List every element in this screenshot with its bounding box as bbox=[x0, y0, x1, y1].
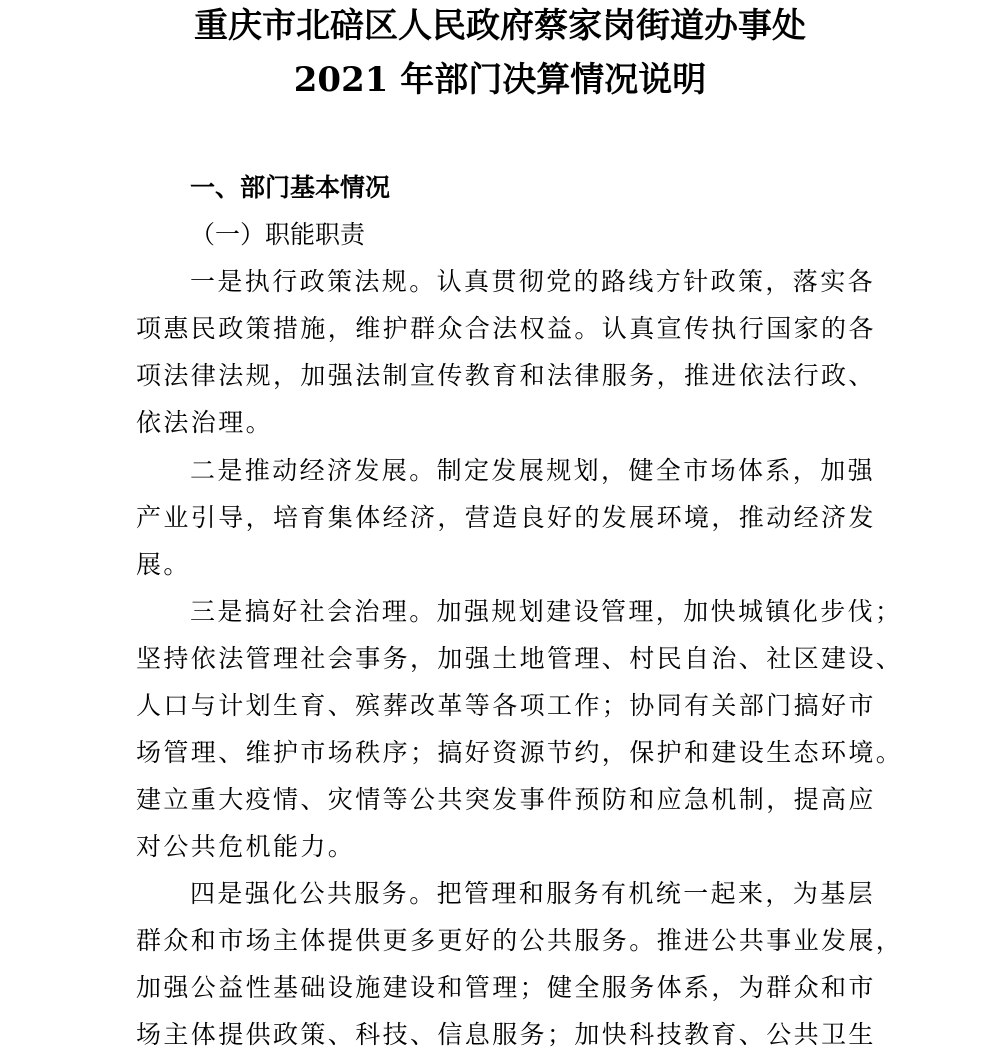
paragraph-line: 产业引导，培育集体经济，营造良好的发展环境，推动经济发 bbox=[136, 503, 876, 532]
paragraph-3 bbox=[136, 588, 904, 870]
subsection-heading: （一）职能职责 bbox=[190, 220, 366, 249]
paragraph-line: 一是执行政策法规。认真贯彻党的路线方针政策，落实各 bbox=[190, 267, 876, 296]
paragraph-4 bbox=[136, 870, 904, 1058]
paragraph-line: 场主体提供政策、科技、信息服务；加快科技教育、公共卫生 bbox=[136, 1020, 876, 1049]
paragraph-line: 加强公益性基础设施建设和管理；健全服务体系，为群众和市 bbox=[136, 973, 876, 1002]
paragraph-line: 展。 bbox=[136, 550, 191, 579]
paragraph-line: 坚持依法管理社会事务，加强土地管理、村民自治、社区建设、 bbox=[136, 644, 904, 673]
paragraph-line: 四是强化公共服务。把管理和服务有机统一起来，为基层 bbox=[190, 879, 876, 908]
paragraph-2 bbox=[136, 447, 896, 588]
section-heading: 一、部门基本情况 bbox=[190, 173, 391, 202]
paragraph-line: 项惠民政策措施，维护群众合法权益。认真宣传执行国家的各 bbox=[136, 314, 876, 343]
paragraph-1 bbox=[136, 258, 896, 446]
paragraph-line: 群众和市场主体提供更多更好的公共服务。推进公共事业发展， bbox=[136, 926, 904, 955]
paragraph-line: 二是推动经济发展。制定发展规划，健全市场体系，加强 bbox=[190, 456, 876, 485]
paragraph-line: 依法治理。 bbox=[136, 408, 274, 437]
paragraph-line: 人口与计划生育、殡葬改革等各项工作；协同有关部门搞好市 bbox=[136, 691, 876, 720]
paragraph-line: 场管理、维护市场秩序；搞好资源节约，保护和建设生态环境。 bbox=[136, 738, 904, 767]
paragraph-line: 对公共危机能力。 bbox=[136, 832, 356, 861]
paragraph-line: 建立重大疫情、灾情等公共突发事件预防和应急机制，提高应 bbox=[136, 785, 876, 814]
document-title-line-2: 2021 年部门决算情况说明 bbox=[293, 60, 707, 100]
document-title-line-1: 重庆市北碚区人民政府蔡家岗街道办事处 bbox=[194, 6, 806, 46]
paragraph-line: 项法律法规，加强法制宣传教育和法律服务，推进依法行政、 bbox=[136, 361, 876, 390]
paragraph-line: 三是搞好社会治理。加强规划建设管理，加快城镇化步伐； bbox=[190, 597, 903, 626]
